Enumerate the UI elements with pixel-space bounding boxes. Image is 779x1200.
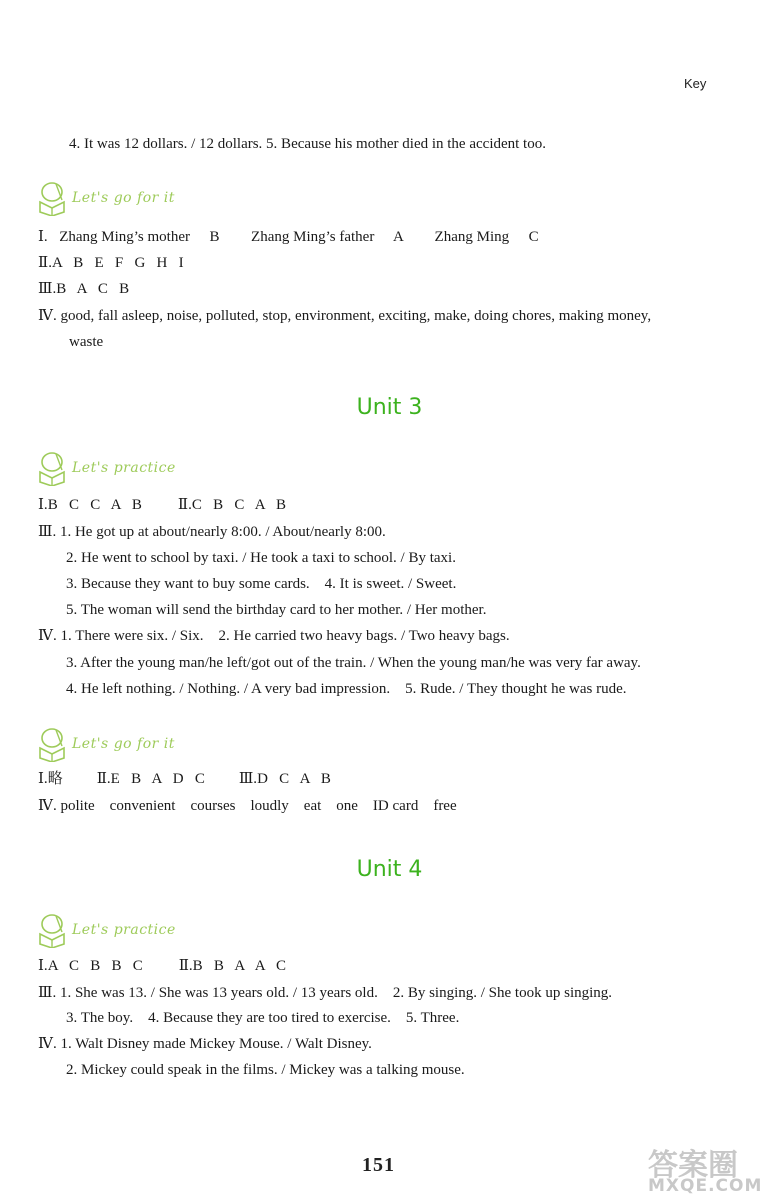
answer-text: good, fall asleep, noise, polluted, stop, environment, exciting, make, doing chores, making money,: [60, 308, 652, 324]
roman-numeral: Ⅱ.: [178, 958, 193, 974]
unit-title: Unit 3: [356, 395, 423, 420]
answer-text: B: [209, 229, 220, 245]
section-heading-practice: [36, 450, 176, 486]
roman-numeral: Ⅰ.: [38, 229, 48, 245]
answer-text: B C C A B: [47, 497, 142, 513]
answer-row: [38, 1034, 372, 1054]
answer-text: A: [393, 229, 404, 245]
answer-text: C B C A B: [191, 497, 287, 513]
answer-text: 1. She was 13. / She was 13 years old. / 13 years old. 2. By singing. / She took up singing.: [59, 985, 613, 1001]
roman-numeral: Ⅰ.: [38, 958, 48, 974]
answer-text: Zhang Ming’s mother: [59, 229, 191, 245]
roman-numeral: Ⅱ.: [38, 255, 52, 271]
answer-row: [38, 983, 612, 1003]
answer-text: A C B B C: [47, 958, 143, 974]
answer-line: 3. Because they want to buy some cards. 4. It is sweet. / Sweet.: [66, 576, 457, 592]
answer-line: 3. The boy. 4. Because they are too tired to exercise. 5. Three.: [66, 1010, 460, 1026]
answer-row: [38, 796, 457, 816]
book-pencil-icon: [36, 450, 68, 486]
answer-row: [38, 253, 184, 273]
answer-line: 4. It was 12 dollars. / 12 dollars. 5. Because his mother died in the accident too.: [69, 136, 546, 152]
answer-text: B A C B: [56, 281, 130, 297]
roman-numeral: Ⅲ.: [38, 524, 57, 540]
book-pencil-icon: [36, 180, 68, 216]
section-heading-go-for-it: [36, 726, 175, 762]
answer-line: 4. He left nothing. / Nothing. / A very bad impression. 5. Rude. / They thought he was rude.: [66, 681, 627, 697]
roman-numeral: Ⅳ.: [38, 798, 57, 814]
answer-row: [38, 956, 286, 976]
section-label: Let's go for it: [72, 190, 175, 206]
roman-numeral: Ⅰ.: [38, 497, 48, 513]
answer-text: A B E F G H I: [51, 255, 184, 271]
answer-line: waste: [69, 334, 104, 350]
section-heading-go-for-it: [36, 180, 175, 216]
answer-row: [38, 227, 539, 247]
answer-row: [38, 522, 386, 542]
answer-line: 2. Mickey could speak in the films. / Mickey was a talking mouse.: [66, 1062, 465, 1078]
roman-numeral: Ⅱ.: [96, 771, 111, 787]
page-number: 151: [362, 1154, 395, 1176]
answer-text: 1. He got up at about/nearly 8:00. / About/nearly 8:00.: [59, 524, 386, 540]
answer-row: [38, 306, 651, 326]
answer-row: [38, 769, 331, 789]
answer-line: 2. He went to school by taxi. / He took a taxi to school. / By taxi.: [66, 550, 456, 566]
roman-numeral: Ⅳ.: [38, 1036, 57, 1052]
section-label: Let's practice: [72, 460, 176, 476]
answer-text: C: [528, 229, 539, 245]
roman-numeral: Ⅲ.: [38, 985, 57, 1001]
answer-text: 1. There were six. / Six. 2. He carried two heavy bags. / Two heavy bags.: [60, 628, 510, 644]
roman-numeral: Ⅳ.: [38, 308, 57, 324]
answer-line: 3. After the young man/he left/got out of the train. / When the young man/he was very far away.: [66, 655, 641, 671]
answer-text: polite convenient courses loudly eat one ID card free: [60, 798, 457, 814]
answer-text: B B A A C: [192, 958, 287, 974]
roman-numeral: Ⅰ.: [38, 771, 48, 787]
book-pencil-icon: [36, 726, 68, 762]
header-key-label: Key: [684, 76, 707, 91]
roman-numeral: Ⅲ.: [38, 281, 57, 297]
roman-numeral: Ⅱ.: [177, 497, 192, 513]
answer-text: 略: [47, 771, 63, 787]
watermark-logo: 答案圈: [648, 1148, 738, 1183]
answer-text: Zhang Ming: [434, 229, 510, 245]
answer-row: [38, 626, 510, 646]
section-heading-practice: [36, 912, 176, 948]
answer-line: 5. The woman will send the birthday card to her mother. / Her mother.: [66, 602, 487, 618]
answer-row: [38, 279, 129, 299]
section-label: Let's go for it: [72, 736, 175, 752]
answer-text: 1. Walt Disney made Mickey Mouse. / Walt Disney.: [60, 1036, 372, 1052]
watermark-url: MXQE.COM: [648, 1176, 763, 1196]
section-label: Let's practice: [72, 922, 176, 938]
answer-text: Zhang Ming’s father: [251, 229, 375, 245]
book-pencil-icon: [36, 912, 68, 948]
roman-numeral: Ⅳ.: [38, 628, 57, 644]
answer-row: [38, 495, 286, 515]
answer-text: E B A D C: [110, 771, 205, 787]
unit-title: Unit 4: [356, 857, 423, 882]
answer-text: D C A B: [257, 771, 331, 787]
roman-numeral: Ⅲ.: [238, 771, 258, 787]
